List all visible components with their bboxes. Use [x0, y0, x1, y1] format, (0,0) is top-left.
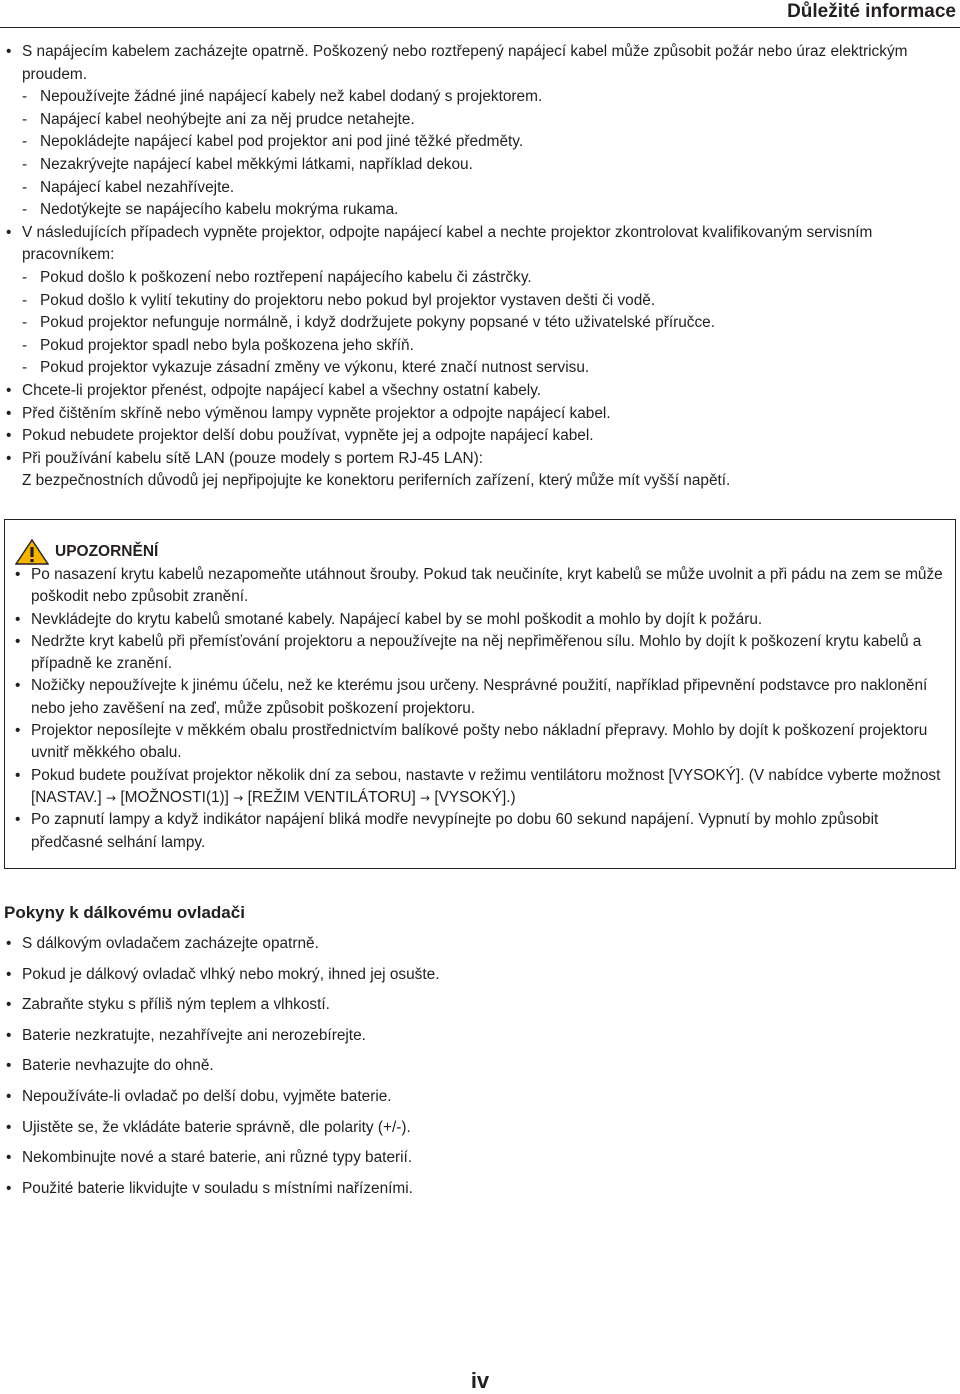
list-item: • Baterie nezkratujte, nezahřívejte ani nerozebírejte.: [6, 1026, 366, 1044]
bullet-icon: •: [6, 1057, 12, 1075]
bullet-icon: •: [6, 1179, 12, 1197]
sub-item: - Pokud projektor spadl nebo byla poškozena jeho skříň.: [22, 336, 414, 354]
list-item: • Po zapnutí lampy a když indikátor napájení bliká modře nevypínejte po dobu 60 sekund napájení. Vypnutí by mohlo způsobit předčasné selhání lampy.: [15, 811, 879, 851]
bullet-icon: •: [6, 404, 12, 422]
list-item: • Projektor neposílejte v měkkém obalu prostřednictvím balíkové pošty nebo nákladní přepravy. Mohlo by dojít k poškození projektoru uvnitř měkkého obalu.: [15, 722, 928, 762]
list-item: [4, 222, 954, 267]
bullet-icon: •: [15, 766, 21, 784]
caution-box: [4, 519, 956, 869]
bullet-icon: •: [15, 566, 21, 583]
bullet-icon: •: [6, 449, 12, 467]
list-item: • Použité baterie likvidujte v souladu s místními nařízeními.: [6, 1179, 413, 1197]
list-item: • Nevkládejte do krytu kabelů smotané kabely. Napájecí kabel by se mohl poškodit a mohlo by dojít k požáru.: [13, 609, 947, 631]
bullet-icon: •: [6, 996, 12, 1014]
remote-section-title: Pokyny k dálkovému ovladači: [4, 903, 245, 922]
sub-item: - Pokud došlo k poškození nebo roztřepení napájecího kabelu či zástrčky.: [22, 268, 532, 286]
cord-bullet-text: S napájecím kabelem zacházejte opatrně. Poškozený nebo roztřepený napájecí kabel může způsobit požár nebo úraz elektrickým proudem.: [22, 43, 908, 83]
bullet-icon: •: [15, 610, 21, 628]
bullet-icon: •: [6, 1087, 12, 1105]
list-item: [4, 448, 954, 493]
sub-item: - Pokud projektor vykazuje zásadní změny ve výkonu, které značí nutnost servisu.: [22, 359, 590, 377]
bullet-icon: •: [15, 811, 21, 829]
warning-triangle-icon: [15, 539, 49, 565]
list-item: • Pokud je dálkový ovladač vlhký nebo mokrý, ihned jej osušte.: [6, 965, 440, 983]
bullet-icon: •: [6, 1149, 12, 1167]
bullet-icon: •: [6, 965, 12, 983]
sub-item: - Nepokládejte napájecí kabel pod projektor ani pod jiné těžké předměty.: [22, 133, 524, 151]
caution-title: UPOZORNĚNÍ: [55, 543, 159, 560]
list-item: • S dálkovým ovladačem zacházejte opatrně.: [6, 935, 319, 952]
header-rule: [0, 27, 960, 28]
sub-item: - Nezakrývejte napájecí kabel měkkými látkami, například dekou.: [22, 155, 473, 173]
list-item: • Po nasazení krytu kabelů nezapomeňte utáhnout šrouby. Pokud tak neučiníte, kryt kabelů se může uvolnit a při pádu na zem se může poškodit nebo způsobit zranění.: [15, 566, 943, 606]
general-safety-list: [4, 41, 954, 493]
bullet-icon: •: [15, 632, 21, 650]
lan-line-2: Z bezpečnostních důvodů jej nepřipojujte ke konektoru periferních zařízení, který může mít vyšší napětí.: [22, 472, 731, 490]
list-item: • Chcete-li projektor přenést, odpojte napájecí kabel a všechny ostatní kabely.: [4, 380, 954, 403]
list-item: • Baterie nevhazujte do ohně.: [6, 1057, 214, 1075]
sub-item: - Napájecí kabel neohýbejte ani za něj prudce netahejte.: [22, 110, 415, 128]
list-item: • Nekombinujte nové a staré baterie, ani různé typy baterií.: [6, 1149, 413, 1167]
sub-item: - Pokud došlo k vylití tekutiny do projektoru nebo pokud byl projektor vystaven dešti či vodě.: [22, 291, 656, 309]
list-item: • Pokud nebudete projektor delší dobu používat, vypněte jej a odpojte napájecí kabel.: [4, 425, 954, 448]
bullet-icon: •: [15, 677, 21, 695]
page-header-title: Důležité informace: [787, 1, 956, 22]
sub-item: - Pokud projektor nefunguje normálně, i když dodržujete pokyny popsané v této uživatelské příručce.: [22, 314, 716, 332]
bullet-icon: •: [6, 223, 12, 241]
list-item: [4, 41, 954, 86]
caution-heading: [15, 539, 158, 565]
sub-item: - Nepoužívejte žádné jiné napájecí kabely než kabel dodaný s projektorem.: [22, 88, 543, 106]
list-item: • Pokud budete používat projektor několik dní za sebou, nastavte v režimu ventilátoru možnost [VYSOKÝ]. (V nabídce vyberte možnost [NASTAV.] → [MOŽNOSTI(1)] → [REŽIM VENTILÁTORU] → [VYSOKÝ].): [15, 766, 941, 806]
bullet-icon: •: [6, 43, 12, 60]
arrow-right-icon: →: [106, 790, 117, 805]
list-item: • Zabraňte styku s příliš ným teplem a vlhkostí.: [6, 996, 330, 1014]
list-item: • Ujistěte se, že vkládáte baterie správně, dle polarity (+/-).: [6, 1118, 411, 1136]
service-bullet-text: V následujících případech vypněte projektor, odpojte napájecí kabel a nechte projektor zkontrolovat kvalifikovaným servisním pracovníkem:: [22, 223, 873, 264]
list-item: • Nožičky nepoužívejte k jinému účelu, než ke kterému jsou určeny. Nesprávné použití, například připevnění podstavce pro naklonění nebo jeho zavěšení na zeď, může způsobit poškození projektoru.: [15, 677, 928, 717]
bullet-icon: •: [6, 381, 12, 399]
list-item: • Před čištěním skříně nebo výměnou lampy vypněte projektor a odpojte napájecí kabel.: [4, 403, 954, 426]
sub-item: - Napájecí kabel nezahřívejte.: [22, 178, 235, 196]
lan-line-1: Při používání kabelu sítě LAN (pouze modely s portem RJ-45 LAN):: [22, 449, 484, 467]
sub-item: - Nedotýkejte se napájecího kabelu mokrýma rukama.: [22, 201, 399, 219]
arrow-right-icon: →: [233, 790, 244, 805]
list-item: • Nepoužíváte-li ovladač po delší dobu, vyjměte baterie.: [6, 1087, 392, 1105]
bullet-icon: •: [15, 722, 21, 740]
caution-list: [13, 564, 947, 854]
page-number: iv: [470, 1368, 490, 1393]
list-item: • Nedržte kryt kabelů při přemísťování projektoru a nepoužívejte na něj nepřiměřenou sílu. Mohlo by dojít k poškození krytu kabelů a případně ke zranění.: [15, 632, 922, 673]
remote-list: [4, 934, 904, 1209]
bullet-icon: •: [6, 427, 12, 445]
bullet-icon: •: [6, 1118, 12, 1136]
bullet-icon: •: [6, 1026, 12, 1044]
bullet-icon: •: [6, 935, 12, 952]
arrow-right-icon: →: [420, 790, 431, 805]
